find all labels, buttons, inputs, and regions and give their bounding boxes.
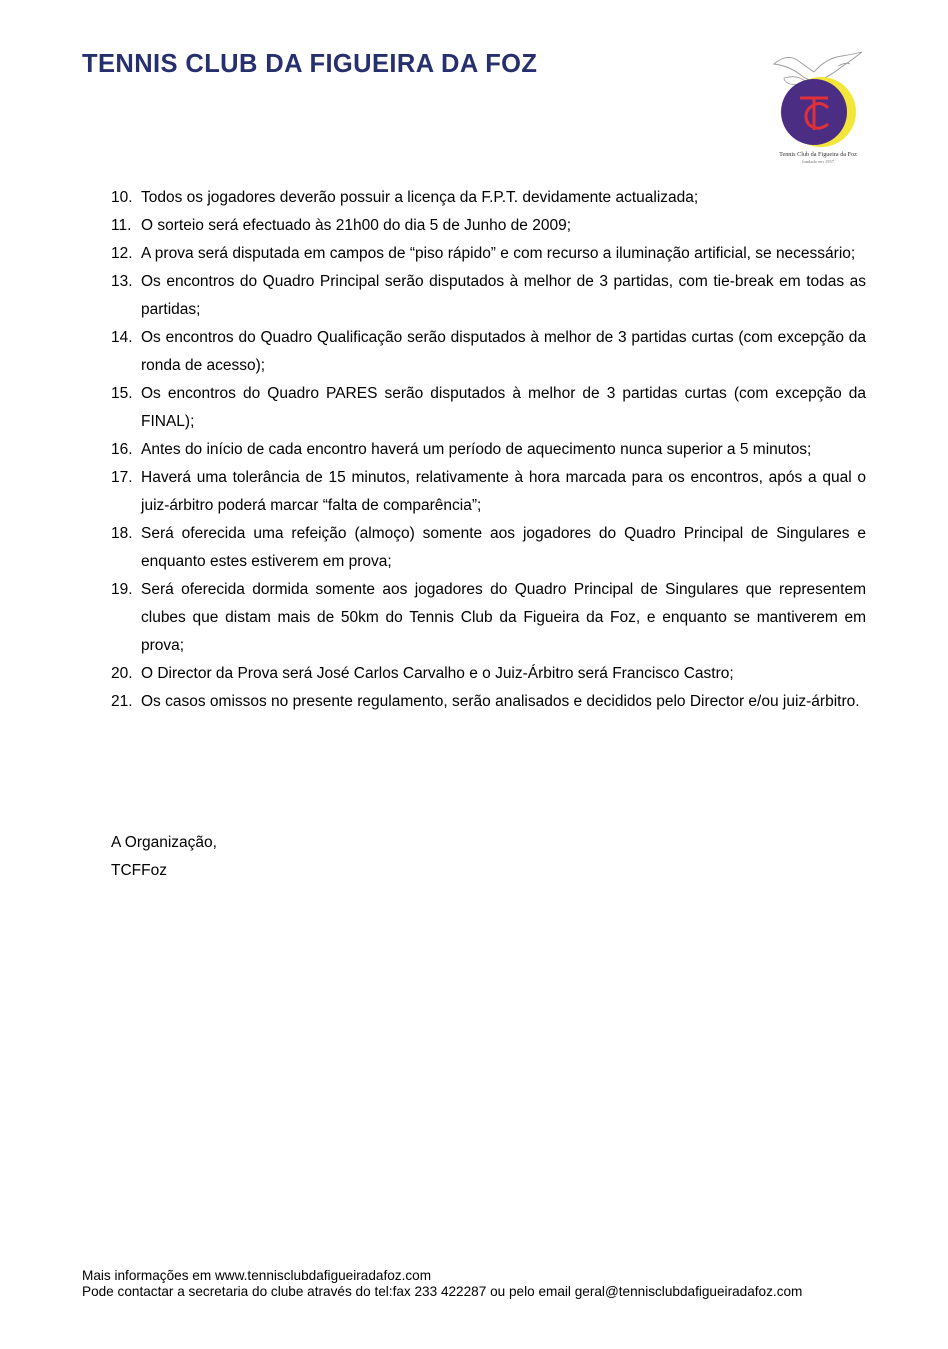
list-item (111, 268, 866, 324)
rule-text: Todos os jogadores deverão possuir a licença da F.P.T. devidamente actualizada; (141, 189, 699, 206)
list-item (111, 324, 866, 380)
rules-list (111, 184, 866, 716)
rule-number: 11. (111, 217, 132, 234)
rule-text: Será oferecida dormida somente aos jogadores do Quadro Principal de Singulares que representem clubes que distam mais de 50km do Tennis Club da Figueira da Foz, e enquanto se mantiverem em prova; (141, 581, 866, 654)
list-item (111, 520, 866, 576)
rule-text: A prova será disputada em campos de “piso rápido” e com recurso a iluminação artificial, se necessário; (141, 245, 856, 262)
footer (82, 1268, 802, 1300)
rule-text: Antes do início de cada encontro haverá um período de aquecimento nunca superior a 5 minutos; (141, 441, 812, 458)
rule-number: 19. (111, 581, 133, 598)
logo-caption: Tennis Club da Figueira da Foz (779, 151, 857, 158)
rule-text: Será oferecida uma refeição (almoço) somente aos jogadores do Quadro Principal de Singulares e enquanto estes estiverem em prova; (141, 525, 866, 570)
rule-number: 15. (111, 385, 133, 402)
rule-text: Os casos omissos no presente regulamento, serão analisados e decididos pelo Director e/ou juiz-árbitro. (141, 693, 860, 710)
footer-info-line: Mais informações em www.tennisclubdafigueiradafoz.com (82, 1268, 432, 1283)
rule-number: 21. (111, 693, 133, 710)
logo-subcaption: fundado em 1957 (801, 159, 835, 164)
signature-block (111, 829, 217, 885)
list-item (111, 380, 866, 436)
rule-text: O Director da Prova será José Carlos Carvalho e o Juiz-Árbitro será Francisco Castro; (141, 665, 734, 682)
rule-text: Os encontros do Quadro Principal serão disputados à melhor de 3 partidas, com tie-break em todas as partidas; (141, 273, 866, 318)
rule-text: Os encontros do Quadro Qualificação serão disputados à melhor de 3 partidas curtas (com excepção da ronda de acesso); (141, 329, 866, 374)
list-item (111, 240, 866, 268)
rule-number: 20. (111, 665, 133, 682)
page-title: TENNIS CLUB DA FIGUEIRA DA FOZ (82, 50, 538, 78)
rule-number: 12. (111, 245, 133, 262)
signature-name: TCFFoz (111, 862, 167, 879)
rule-number: 14. (111, 329, 133, 346)
rule-text: Os encontros do Quadro PARES serão disputados à melhor de 3 partidas curtas (com excepção da FINAL); (141, 385, 866, 430)
list-item (111, 436, 866, 464)
list-item (111, 576, 866, 660)
rule-text: O sorteio será efectuado às 21h00 do dia 5 de Junho de 2009; (141, 217, 572, 234)
list-item (111, 212, 866, 240)
rule-number: 16. (111, 441, 133, 458)
list-item (111, 688, 866, 716)
club-logo (770, 48, 866, 166)
rule-number: 17. (111, 469, 133, 486)
footer-contact-line: Pode contactar a secretaria do clube através do tel:fax 233 422287 ou pelo email geral@tennisclubdafigueiradafoz.com (82, 1284, 803, 1299)
rule-number: 18. (111, 525, 133, 542)
rule-number: 10. (111, 189, 133, 206)
list-item (111, 660, 866, 688)
list-item (111, 464, 866, 520)
list-item (111, 184, 866, 212)
signature-line: A Organização, (111, 834, 217, 851)
rule-number: 13. (111, 273, 133, 290)
rule-text: Haverá uma tolerância de 15 minutos, relativamente à hora marcada para os encontros, após a qual o juiz-árbitro poderá marcar “falta de comparência”; (141, 469, 866, 514)
